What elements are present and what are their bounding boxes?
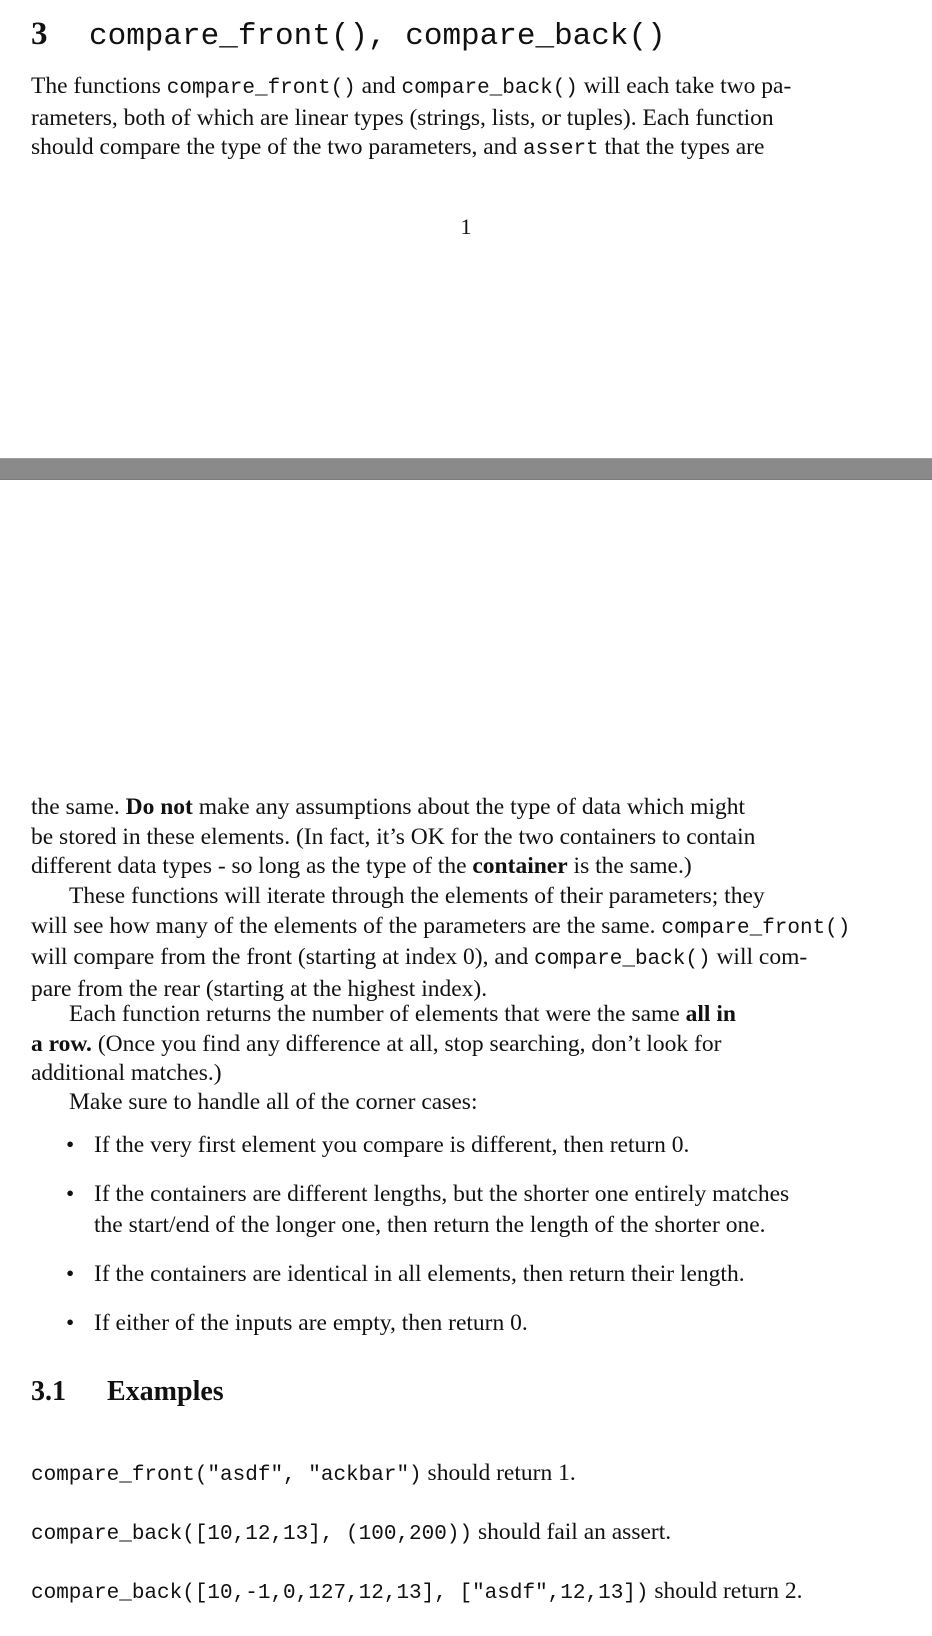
paragraph-returns: [31, 1000, 881, 1089]
text: should return 2.: [648, 1578, 803, 1604]
inline-code: compare_back(): [401, 77, 578, 100]
list-item: [66, 1259, 886, 1290]
text: is the same.): [567, 853, 692, 879]
inline-code: assert: [523, 138, 599, 161]
p2-line-1: These functions will iterate through the elements of their parameters; they: [69, 883, 765, 909]
subsection-title: Examples: [107, 1376, 224, 1407]
p1-line-1: [31, 793, 881, 823]
p2-line-2: [31, 912, 881, 944]
intro-line-3: [31, 133, 881, 165]
text: Each function returns the number of elements that were the same: [69, 1001, 686, 1027]
p3-line-1: [31, 1000, 881, 1030]
inline-code: compare_front(): [166, 77, 356, 100]
section-title: compare_front(), compare_back(): [89, 19, 666, 54]
section-heading: [31, 12, 666, 59]
paragraph-do-not: [31, 793, 881, 882]
list-item: [66, 1179, 886, 1241]
text: will compare from the front (starting at index 0), and: [31, 944, 535, 970]
text: (Once you find any difference at all, stop searching, don’t look for: [91, 1030, 722, 1057]
corner-case-list: [66, 1130, 886, 1357]
bold-text: Do not: [125, 794, 193, 820]
p4-line-1: Make sure to handle all of the corner cases:: [69, 1089, 478, 1115]
text: that the types are: [598, 134, 765, 160]
section-number: 3: [31, 16, 48, 52]
inline-code: compare_front(): [661, 916, 851, 940]
subsection-number: 3.1: [31, 1376, 66, 1407]
p2-line-3: [31, 943, 881, 975]
page-divider: [0, 458, 932, 480]
page-1: [0, 0, 932, 458]
text: make any assumptions about the type of data which might: [192, 794, 746, 820]
paragraph-iterate: [31, 882, 881, 1004]
list-item-text: • If the very first element you compare is different, then return 0.: [94, 1132, 690, 1158]
list-item: [66, 1308, 886, 1339]
bold-text: container: [472, 853, 568, 879]
intro-line-2: rameters, both of which are linear types (strings, lists, or tuples). Each function: [31, 104, 774, 131]
example-2: [31, 1517, 671, 1550]
text: and: [355, 73, 402, 99]
inline-code: compare_back([10,12,13], (100,200)): [31, 1523, 473, 1546]
text: should return 1.: [421, 1460, 576, 1486]
text: will com-: [710, 944, 808, 970]
list-item-text: the start/end of the longer one, then return the length of the shorter one.: [94, 1212, 766, 1238]
list-item-text: • If either of the inputs are empty, then return 0.: [94, 1310, 528, 1336]
list-item-text: • If the containers are different lengths, but the shorter one entirely matches: [94, 1181, 790, 1207]
list-item-text: • If the containers are identical in all elements, then return their length.: [94, 1261, 745, 1287]
bold-text: a row.: [31, 1030, 92, 1057]
p1-line-2: be stored in these elements. (In fact, it’s OK for the two containers to contain: [31, 823, 756, 850]
bold-text: all in: [685, 1001, 736, 1027]
p3-line-3: additional matches.): [31, 1060, 222, 1086]
subsection-heading: [31, 1376, 224, 1408]
text: different data types - so long as the type of the: [31, 853, 473, 879]
text: should fail an assert.: [472, 1519, 672, 1545]
example-1: [31, 1458, 576, 1491]
intro-line-1: [31, 72, 881, 104]
text: the same.: [31, 794, 126, 820]
p2-line-4: pare from the rear (starting at the highest index).: [31, 975, 488, 1002]
text: will see how many of the elements of the parameters are the same.: [31, 912, 662, 939]
intro-paragraph: [31, 72, 881, 165]
text: should compare the type of the two parameters, and: [31, 134, 524, 160]
inline-code: compare_back([10,-1,0,127,12,13], ["asdf",12,13]): [31, 1582, 649, 1605]
example-3: [31, 1576, 803, 1609]
inline-code: compare_back(): [534, 948, 711, 971]
text: The functions: [31, 73, 167, 99]
p3-line-2: [31, 1030, 881, 1060]
list-item: [66, 1130, 886, 1161]
p1-line-3: [31, 852, 881, 882]
page-number: 1: [460, 214, 472, 239]
inline-code: compare_front("asdf", "ackbar"): [31, 1464, 422, 1487]
text: will each take two pa-: [577, 73, 792, 99]
paragraph-corner-cases: [31, 1088, 881, 1118]
